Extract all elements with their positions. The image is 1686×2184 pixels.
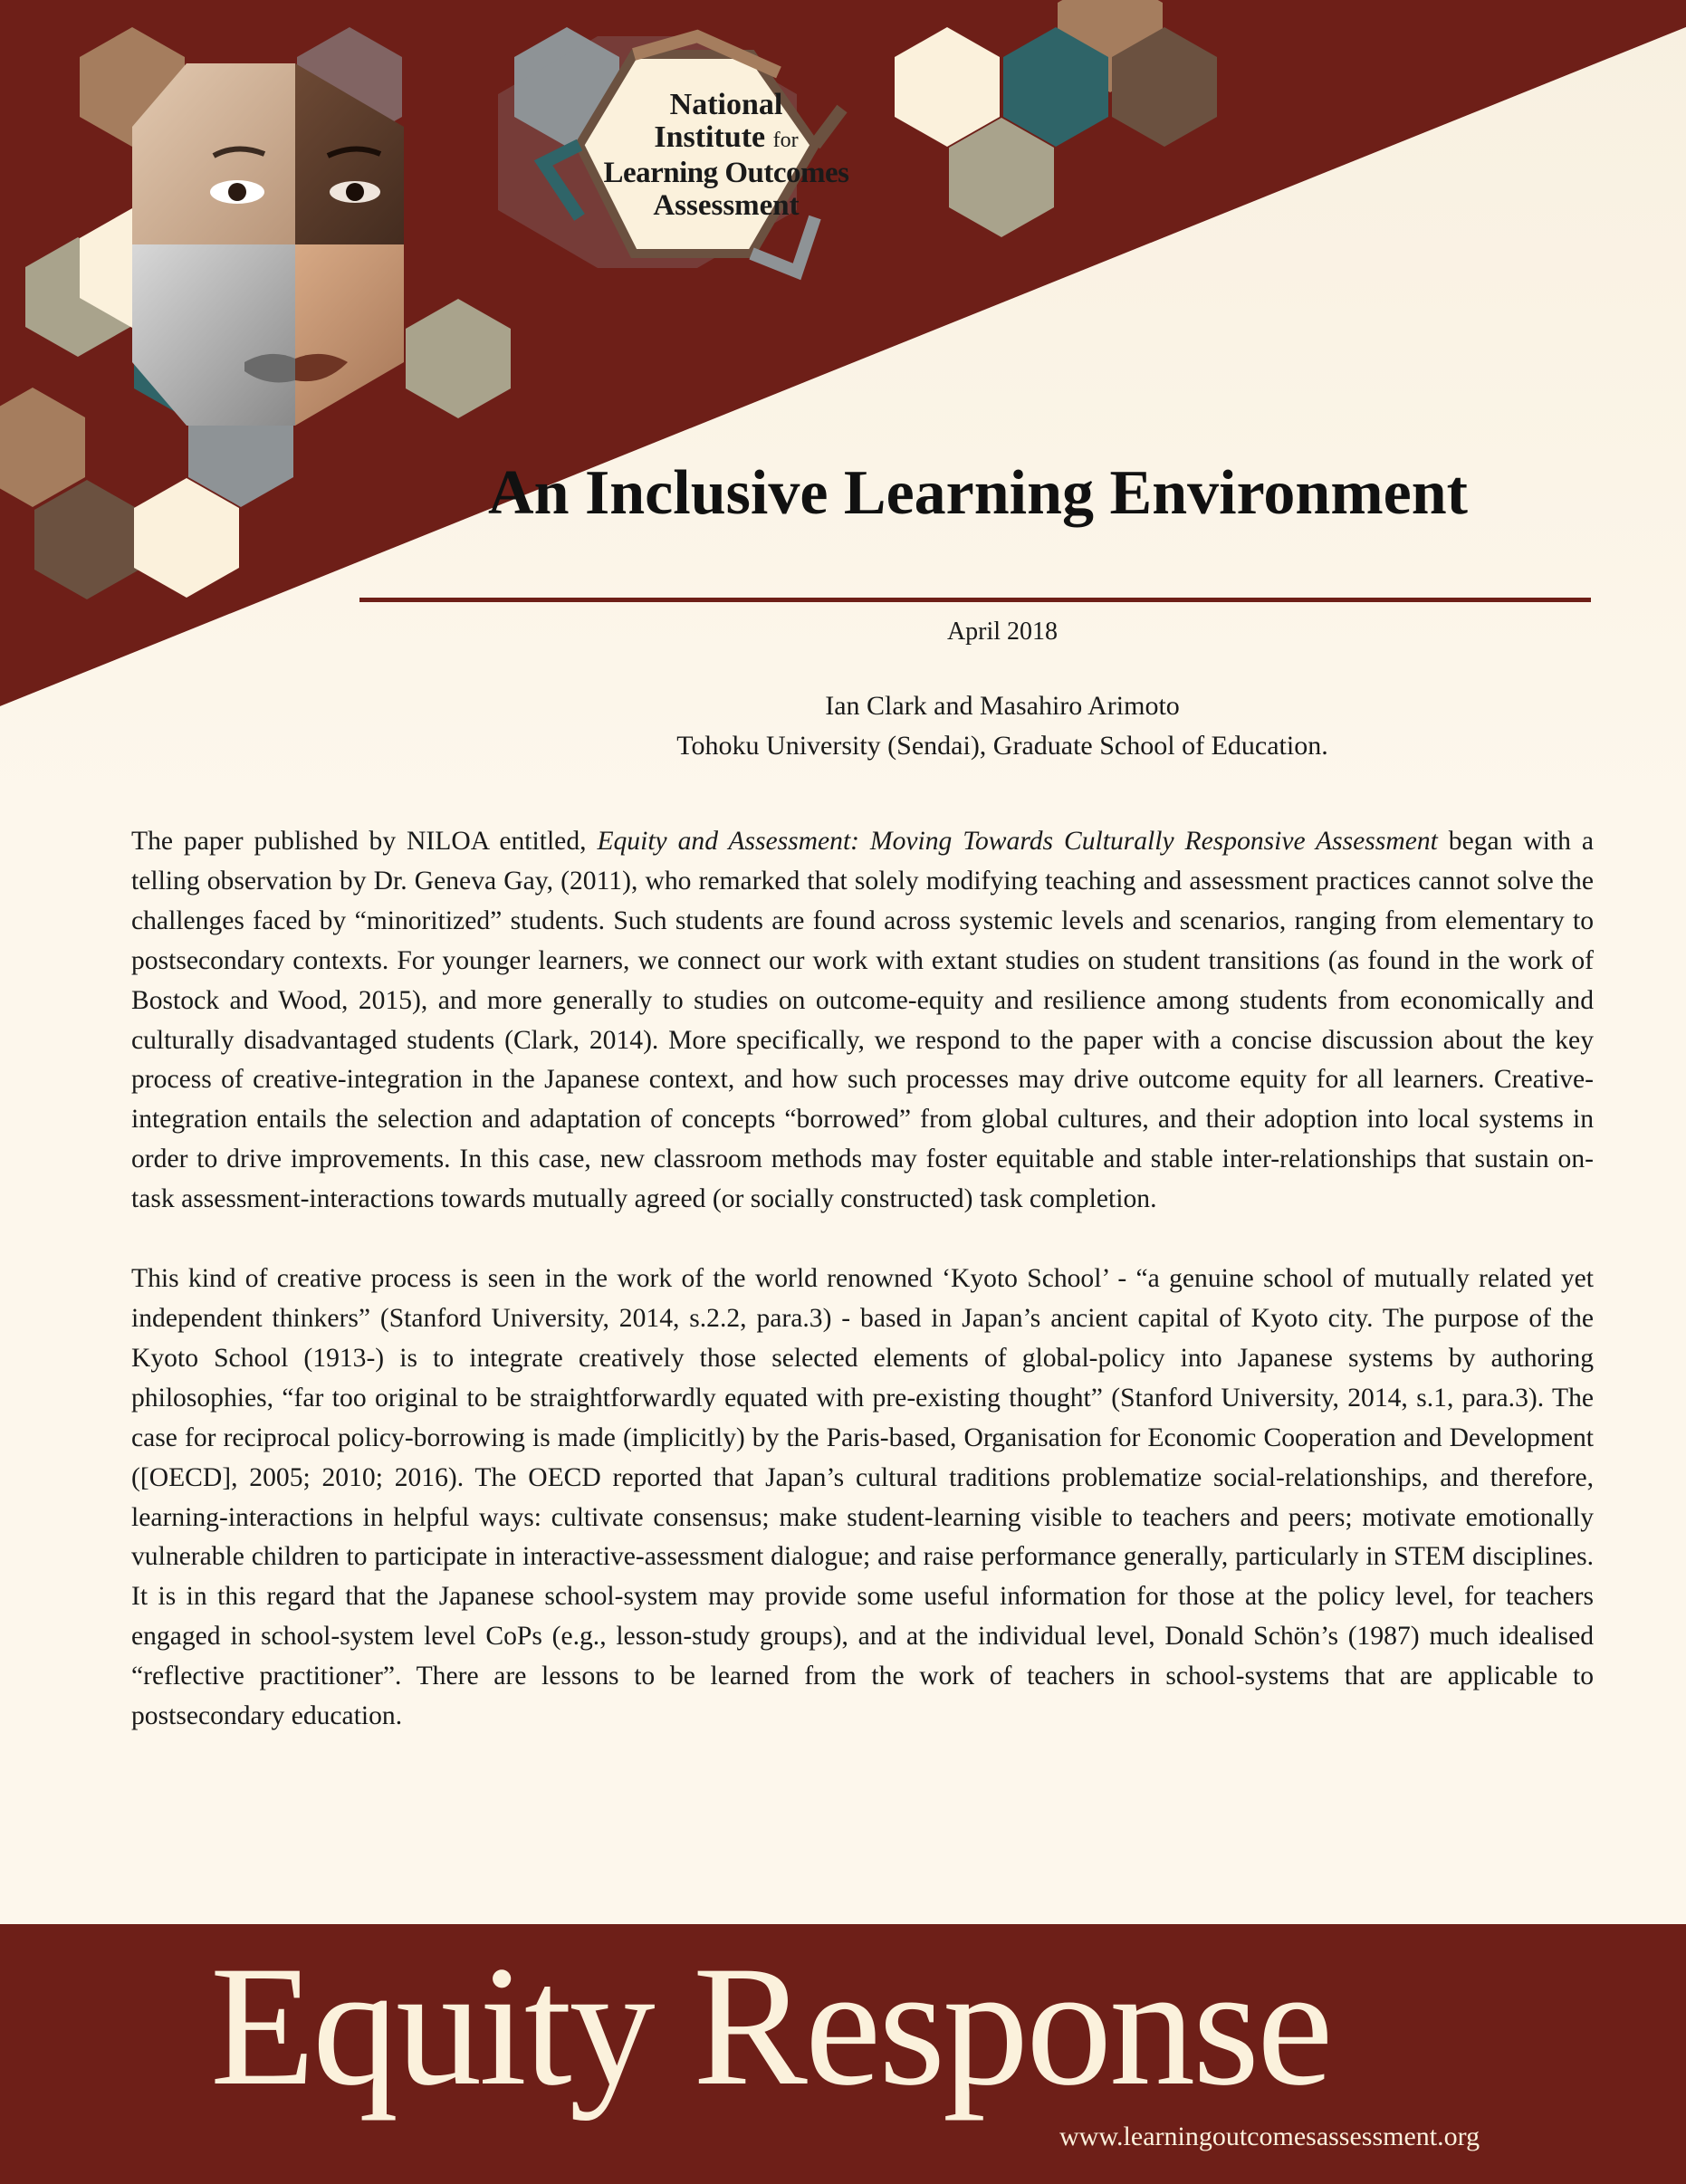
paper-title-italic: Equity and Assessment: Moving Towards Culturally Responsive Assessment (597, 827, 1438, 856)
author-block (359, 686, 1645, 766)
niloa-logo (572, 89, 880, 222)
paragraph-2: This kind of creative process is seen in the work of the world renowned ‘Kyoto School’ - “a genuine school of mutually related yet independent thinkers” (Stanford University, 2014, s.2.2, para.3) - based in Japan’s ancient capital of Kyoto city. The purpose of the Kyoto School (1913-) is to integrate creatively those selected elements of global-policy into Japanese systems by authoring philosophies, “far too original to be straightforwardly equated with pre-existing thought” (Stanford University, 2014, s.1, para.3). The case for reciprocal policy-borrowing is made (implicitly) by the Paris-based, Organisation for Economic Cooperation and Development ([OECD], 2005; 2010; 2016). The OECD reported that Japan’s cultural traditions problematize social-relationships, and therefore, learning-interactions in helpful ways: cultivate consensus; make student-learning visible to teachers and peers; motivate emotionally vulnerable children to participate in interactive-assessment dialogue; and raise performance generally, particularly in STEM disciplines. It is in this regard that the Japanese school-system may provide some useful information for those at the policy level, for teachers engaged in school-system level CoPs (e.g., lesson-study groups), and at the individual level, Donald Schön’s (1987) much idealised “reflective practitioner”. There are lessons to be learned from the work of teachers in school-systems that are applicable to postsecondary education. (131, 1264, 1594, 1731)
logo-institute-word: Institute (654, 120, 766, 154)
page-title: An Inclusive Learning Environment (488, 458, 1468, 528)
logo-for-word: for (772, 129, 799, 152)
logo-line-assessment: Assessment (653, 189, 800, 222)
publication-date: April 2018 (946, 618, 1059, 646)
article-body (131, 822, 1594, 1777)
footer-website-link[interactable]: www.learningoutcomesassessment.org (1059, 2122, 1480, 2151)
logo-line-learning-outcomes: Learning Outcomes (603, 157, 849, 189)
paragraph-1-lead: The paper published by NILOA entitled, (131, 827, 598, 856)
paragraph-1-rest: began with a telling observation by Dr. Geneva Gay, (2011), who remarked that solely modifying teaching and assessment practices cannot solve the challenges faced by “minoritized” students. Such students are found across systemic levels and scenarios, ranging from elementary to postsecondary contexts. For younger learners, we connect our work with extant studies on student transitions (as found in the work of Bostock and Wood, 2015), and more generally to studies on outcome-equity and resilience among students from economically and culturally disadvantaged students (Clark, 2014). More specifically, we respond to the paper with a concise discussion about the key process of creative-integration in the Japanese context, and how such processes may drive outcome equity for all learners. Creative-integration entails the selection and adaptation of concepts “borrowed” from global cultures, and their adoption into local systems in order to drive improvements. In this case, new classroom methods may foster equitable and stable inter-relationships that sustain on-task assessment-interactions towards mutually agreed (or socially constructed) task completion. (131, 827, 1594, 1214)
authors-names: Ian Clark and Masahiro Arimoto (825, 691, 1180, 721)
paragraph-1 (131, 822, 1594, 1220)
title-divider (359, 598, 1591, 602)
authors-affiliation: Tohoku University (Sendai), Graduate School of Education. (676, 731, 1328, 761)
logo-line-national: National (669, 88, 783, 121)
logo-line-institute (572, 121, 880, 157)
footer-title: Equity Response (210, 1931, 1331, 2122)
